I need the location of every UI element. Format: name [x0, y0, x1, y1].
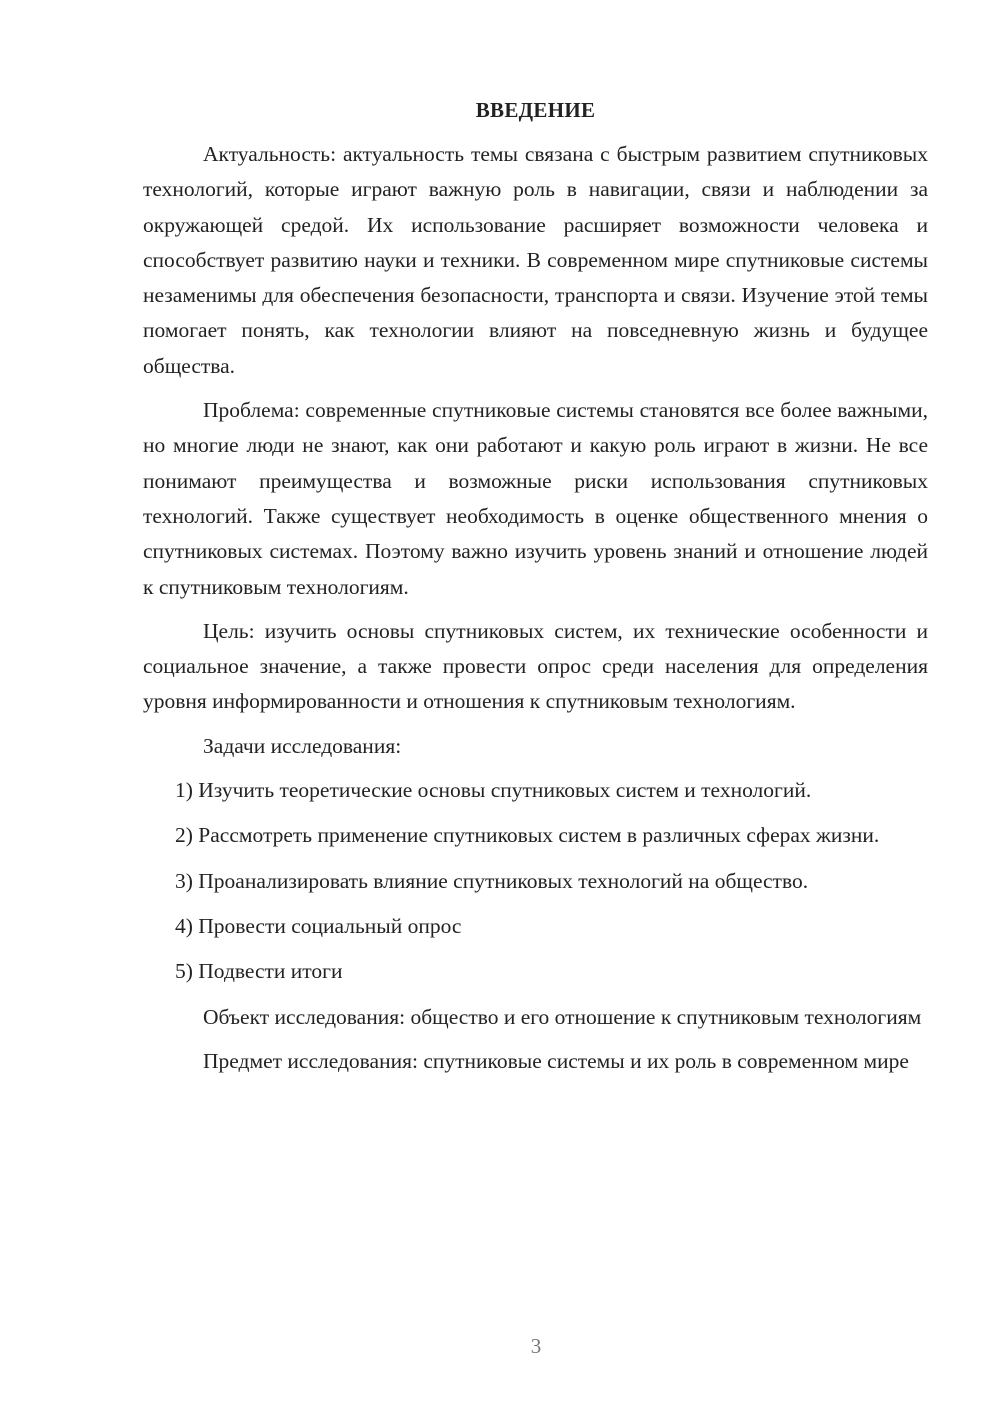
document-page: [143, 95, 928, 1088]
task-item-2: 2) Рассмотреть применение спутниковых систем в различных сферах жизни.: [175, 823, 880, 848]
task-item-3: 3) Проанализировать влияние спутниковых технологий на общество.: [175, 868, 809, 893]
section-heading: ВВЕДЕНИЕ: [475, 98, 596, 122]
task-item-5: 5) Подвести итоги: [175, 959, 343, 984]
page-number: 3: [530, 1334, 542, 1358]
paragraph-problem: Проблема: современные спутниковые системы становятся все более важными, но многие люди не знают, как они работают и какую роль играют в жизни. Не все понимают преимущества и возможные риски использования спутниковых технологий. Также существует необходимость в оценке общественного мнения о спутниковых системах. Поэтому важно изучить уровень знаний и отношение людей к спутниковым технологиям.: [143, 398, 928, 599]
tasks-heading: Задачи исследования:: [203, 733, 402, 758]
task-item-1: 1) Изучить теоретические основы спутниковых систем и технологий.: [175, 778, 812, 803]
paragraph-goal: Цель: изучить основы спутниковых систем, их технические особенности и социальное значение, а также провести опрос среди населения для определения уровня информированности и отношения к спутниковым технологиям.: [143, 618, 928, 714]
paragraph-object: Объект исследования: общество и его отношение к спутниковым технологиям: [203, 1004, 922, 1029]
task-item-4: 4) Провести социальный опрос: [175, 913, 462, 938]
paragraph-subject: Предмет исследования: спутниковые системы и их роль в современном мире: [203, 1048, 909, 1073]
paragraph-relevance: Актуальность: актуальность темы связана с быстрым развитием спутниковых технологий, которые играют важную роль в навигации, связи и наблюдении за окружающей средой. Их использование расширяет возможности человека и способствует развитию науки и техники. В современном мире спутниковые системы незаменимы для обеспечения безопасности, транспорта и связи. Изучение этой темы помогает понять, как технологии влияют на повседневную жизнь и будущее общества.: [143, 142, 928, 378]
